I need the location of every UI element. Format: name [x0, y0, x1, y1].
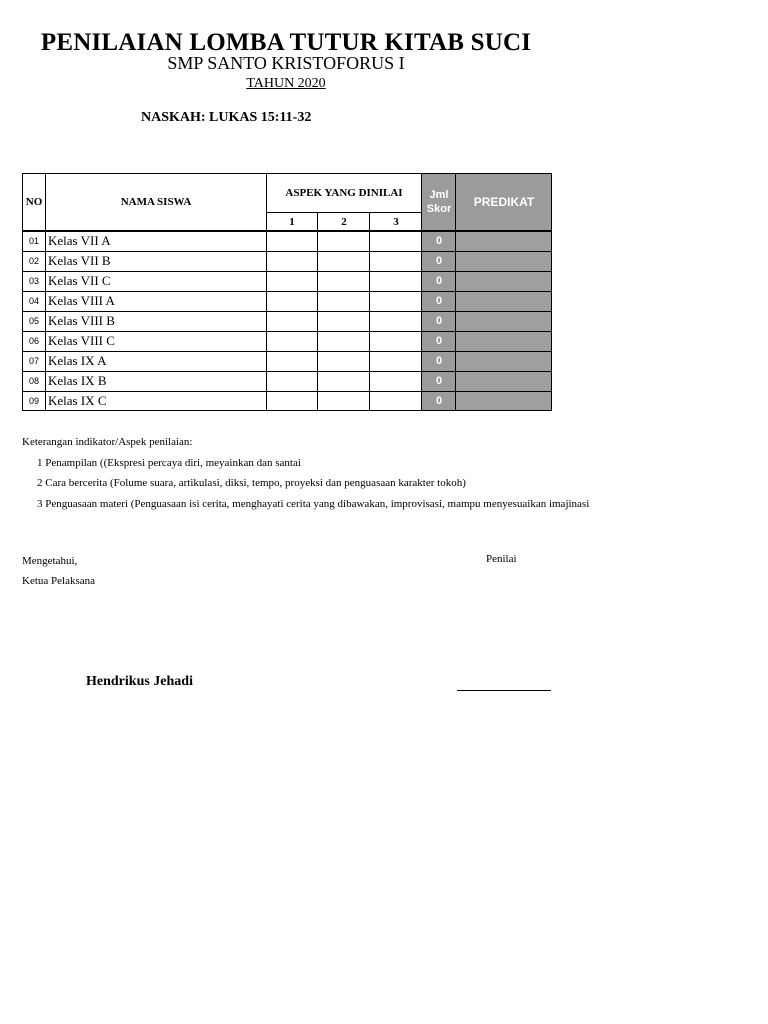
total-score-cell: 0 — [422, 311, 456, 331]
aspect-1-cell[interactable] — [266, 391, 318, 411]
aspect-3-cell[interactable] — [370, 291, 422, 311]
predicate-cell[interactable] — [456, 391, 552, 411]
aspect-3-cell[interactable] — [370, 271, 422, 291]
col-header-name: NAMA SISWA — [120, 196, 192, 208]
row-number: 04 — [28, 296, 39, 306]
aspect-1-header: 1 — [289, 215, 295, 228]
predicate-cell[interactable] — [456, 371, 552, 391]
aspect-2-cell[interactable] — [318, 291, 370, 311]
student-name-cell[interactable]: Kelas IX C — [48, 393, 107, 408]
aspect-2-cell[interactable] — [318, 351, 370, 371]
aspect-3-cell[interactable] — [370, 391, 422, 411]
student-name-cell[interactable]: Kelas IX B — [48, 373, 107, 388]
col-header-aspect: ASPEK YANG DINILAI — [285, 186, 403, 199]
row-number: 05 — [28, 316, 39, 326]
total-score-cell: 0 — [422, 271, 456, 291]
divider-header — [22, 230, 552, 232]
row-number: 06 — [28, 336, 39, 346]
aspect-1-cell[interactable] — [266, 231, 318, 251]
aspect-3-cell[interactable] — [370, 251, 422, 271]
row-divider — [22, 371, 552, 372]
row-divider — [22, 271, 552, 272]
row-divider — [22, 291, 552, 292]
predicate-cell[interactable] — [456, 291, 552, 311]
total-header-line1: Jml — [429, 189, 449, 201]
predicate-cell[interactable] — [456, 311, 552, 331]
aspect-3-cell[interactable] — [370, 351, 422, 371]
document-title: PENILAIAN LOMBA TUTUR KITAB SUCI — [40, 29, 532, 56]
table-border-left — [22, 173, 23, 411]
aspect-2-cell[interactable] — [318, 331, 370, 351]
predicate-cell[interactable] — [456, 271, 552, 291]
divider-aspect-header — [266, 212, 422, 213]
col-header-no: NO — [25, 196, 43, 208]
assessment-notes — [22, 432, 589, 514]
aspect-1-cell[interactable] — [266, 371, 318, 391]
aspect-1-cell[interactable] — [266, 251, 318, 271]
aspect-1-cell[interactable] — [266, 291, 318, 311]
notes-heading: Keterangan indikator/Aspek penilaian: — [22, 436, 193, 448]
row-number: 01 — [28, 236, 39, 246]
row-number: 03 — [28, 276, 39, 286]
total-score-cell: 0 — [422, 251, 456, 271]
signatory-name: Hendrikus Jehadi — [86, 674, 193, 689]
student-name-cell[interactable]: Kelas VIII A — [48, 293, 115, 308]
predicate-cell[interactable] — [456, 231, 552, 251]
student-name-cell[interactable]: Kelas VIII C — [48, 333, 115, 348]
predicate-cell[interactable] — [456, 251, 552, 271]
aspect-2-cell[interactable] — [318, 311, 370, 331]
aspect-3-cell[interactable] — [370, 231, 422, 251]
student-name-cell[interactable]: Kelas VIII B — [48, 313, 115, 328]
note-item: 2 Cara bercerita (Folume suara, artikulasi, diksi, tempo, proyeksi dan penguasaan karakter tokoh) — [37, 477, 466, 489]
aspect-2-header: 2 — [341, 215, 347, 228]
divider-name — [266, 173, 267, 411]
table-border-bottom — [22, 410, 552, 411]
aspect-2-cell[interactable] — [318, 391, 370, 411]
aspect-2-cell[interactable] — [318, 371, 370, 391]
aspect-1-cell[interactable] — [266, 271, 318, 291]
col-header-predicate: PREDIKAT — [456, 173, 552, 231]
total-score-cell: 0 — [422, 351, 456, 371]
row-divider — [22, 351, 552, 352]
row-number: 09 — [28, 396, 39, 406]
aspect-3-cell[interactable] — [370, 311, 422, 331]
table-border-right — [551, 173, 552, 411]
table-border-top — [22, 173, 552, 174]
acknowledgement-label: Mengetahui, — [22, 555, 78, 567]
row-number: 07 — [28, 356, 39, 366]
student-name-cell[interactable]: Kelas VII C — [48, 273, 111, 288]
row-divider — [22, 251, 552, 252]
year-label: TAHUN 2020 — [246, 76, 326, 91]
row-divider — [22, 391, 552, 392]
note-item: 1 Penampilan ((Ekspresi percaya diri, meyainkan dan santai — [37, 456, 301, 469]
aspect-1-cell[interactable] — [266, 311, 318, 331]
aspect-2-cell[interactable] — [318, 271, 370, 291]
total-header-line2: Skor — [426, 203, 452, 215]
total-score-cell: 0 — [422, 291, 456, 311]
student-name-cell[interactable]: Kelas VII A — [48, 233, 111, 248]
total-score-cell: 0 — [422, 231, 456, 251]
aspect-3-header: 3 — [393, 215, 399, 228]
total-score-cell: 0 — [422, 331, 456, 351]
total-score-cell: 0 — [422, 391, 456, 411]
aspect-2-cell[interactable] — [318, 251, 370, 271]
row-divider — [22, 331, 552, 332]
divider-no — [45, 173, 46, 411]
naskah-label: NASKAH: LUKAS 15:11-32 — [141, 110, 312, 125]
chairperson-label: Ketua Pelaksana — [22, 575, 95, 587]
col-header-total — [422, 173, 456, 231]
note-item: 3 Penguasaan materi (Penguasaan isi cerita, menghayati cerita yang dibawakan, improvisasi, mampu menyesuaikan imajinasi — [37, 497, 590, 510]
assessor-signature-line — [457, 690, 551, 691]
aspect-3-cell[interactable] — [370, 371, 422, 391]
row-divider — [22, 311, 552, 312]
row-number: 08 — [28, 376, 39, 386]
predicate-cell[interactable] — [456, 351, 552, 371]
aspect-2-cell[interactable] — [318, 231, 370, 251]
aspect-1-cell[interactable] — [266, 351, 318, 371]
aspect-3-cell[interactable] — [370, 331, 422, 351]
predicate-cell[interactable] — [456, 331, 552, 351]
divider-aspect-3 — [421, 173, 422, 411]
assessor-label: Penilai — [486, 553, 517, 565]
student-name-cell[interactable]: Kelas VII B — [48, 253, 111, 268]
total-score-cell: 0 — [422, 371, 456, 391]
aspect-1-cell[interactable] — [266, 331, 318, 351]
score-table — [22, 173, 552, 411]
student-name-cell[interactable]: Kelas IX A — [48, 353, 107, 368]
row-number: 02 — [28, 256, 39, 266]
divider-total — [455, 173, 456, 411]
school-name: SMP SANTO KRISTOFORUS I — [167, 53, 405, 73]
